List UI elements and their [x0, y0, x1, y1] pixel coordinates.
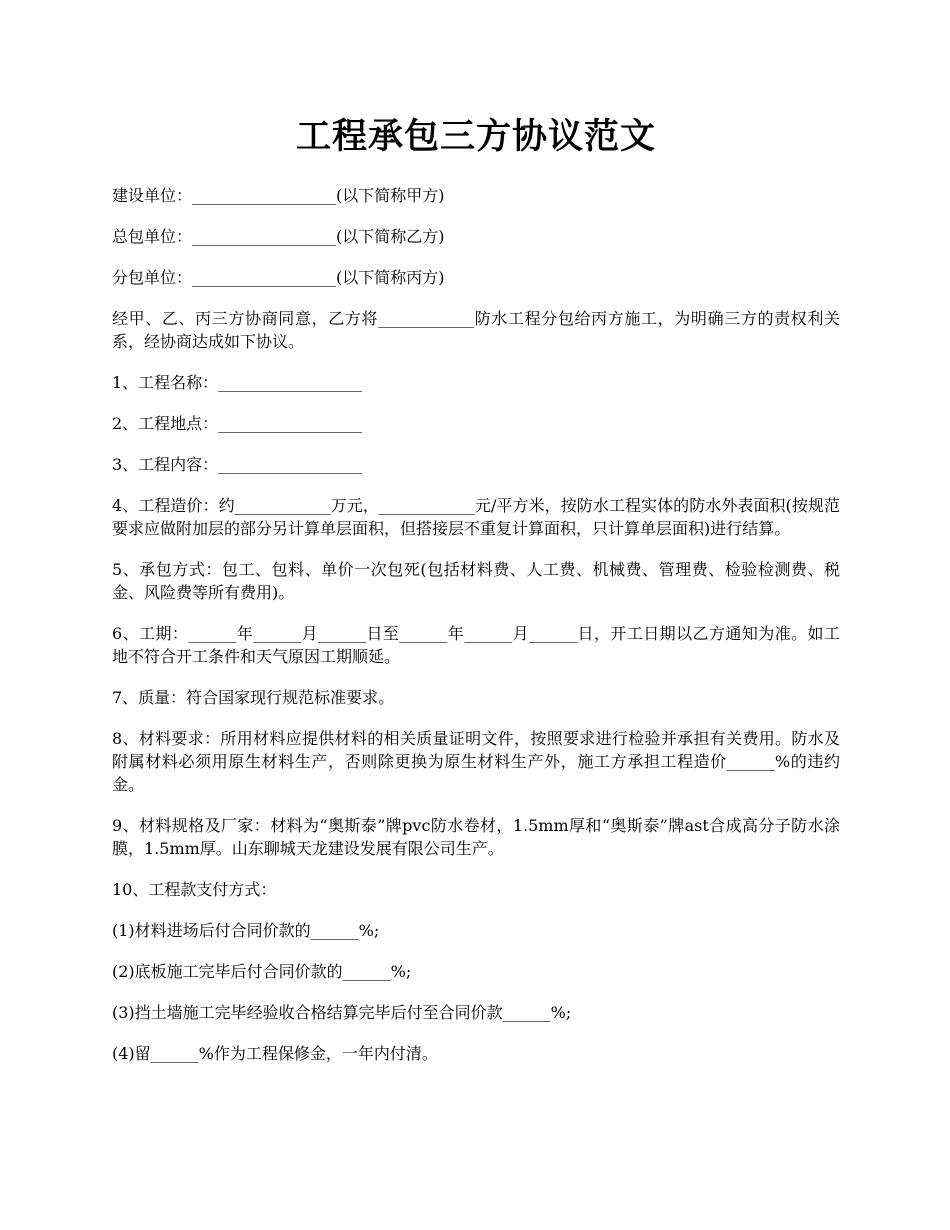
document-title: 工程承包三方协议范文	[295, 116, 656, 157]
clause-payment-heading: 10、工程款支付方式：	[112, 880, 277, 899]
clause-general-contractor: 总包单位：__________________(以下简称乙方)	[112, 227, 445, 246]
document-page	[112, 112, 840, 1083]
clause-project-location: 2、工程地点：__________________	[112, 414, 363, 433]
clause-payment-3: (3)挡土墙施工完毕经验收合格结算完毕后付至合同价款______%;	[112, 1003, 572, 1022]
clause-construction-unit: 建设单位：__________________(以下简称甲方)	[112, 186, 445, 205]
clause-payment-2: (2)底板施工完毕后付合同价款的______%;	[112, 962, 412, 981]
clause-quality: 7、质量：符合国家现行规范标准要求。	[112, 688, 395, 707]
clause-project-name: 1、工程名称：__________________	[112, 373, 363, 392]
clause-project-cost: 4、工程造价：约____________万元，____________元/平方米，按防水工程实体的防水外表面积(按规范要求应做附加层的部分另计算单层面积，但搭接层不重复计算面积，只计算单层面积)进行结算。	[112, 496, 840, 538]
clause-material-specs: 9、材料规格及厂家：材料为“奥斯泰”牌pvc防水卷材，1.5mm厚和“奥斯泰”牌ast合成高分子防水涂膜，1.5mm厚。山东聊城天龙建设发展有限公司生产。	[112, 816, 840, 858]
clause-schedule: 6、工期：______年______月______日至______年______月______日，开工日期以乙方通知为准。如工地不符合开工条件和天气原因工期顺延。	[112, 624, 840, 666]
clause-project-content: 3、工程内容：__________________	[112, 455, 363, 474]
clause-preamble: 经甲、乙、丙三方协商同意，乙方将____________防水工程分包给丙方施工，为明确三方的责权利关系，经协商达成如下协议。	[112, 309, 840, 351]
clause-material-requirements: 8、材料要求：所用材料应提供材料的相关质量证明文件，按照要求进行检验并承担有关费用。防水及附属材料必须用原生材料生产，否则除更换为原生材料生产外，施工方承担工程造价______%的违约金。	[112, 729, 840, 794]
clause-payment-4: (4)留______%作为工程保修金，一年内付清。	[112, 1044, 438, 1063]
clause-subcontractor: 分包单位：__________________(以下简称丙方)	[112, 268, 445, 287]
clause-payment-1: (1)材料进场后付合同价款的______%;	[112, 921, 380, 940]
clause-contract-method: 5、承包方式：包工、包料、单价一次包死(包括材料费、人工费、机械费、管理费、检验检测费、税金、风险费等所有费用)。	[112, 560, 840, 602]
